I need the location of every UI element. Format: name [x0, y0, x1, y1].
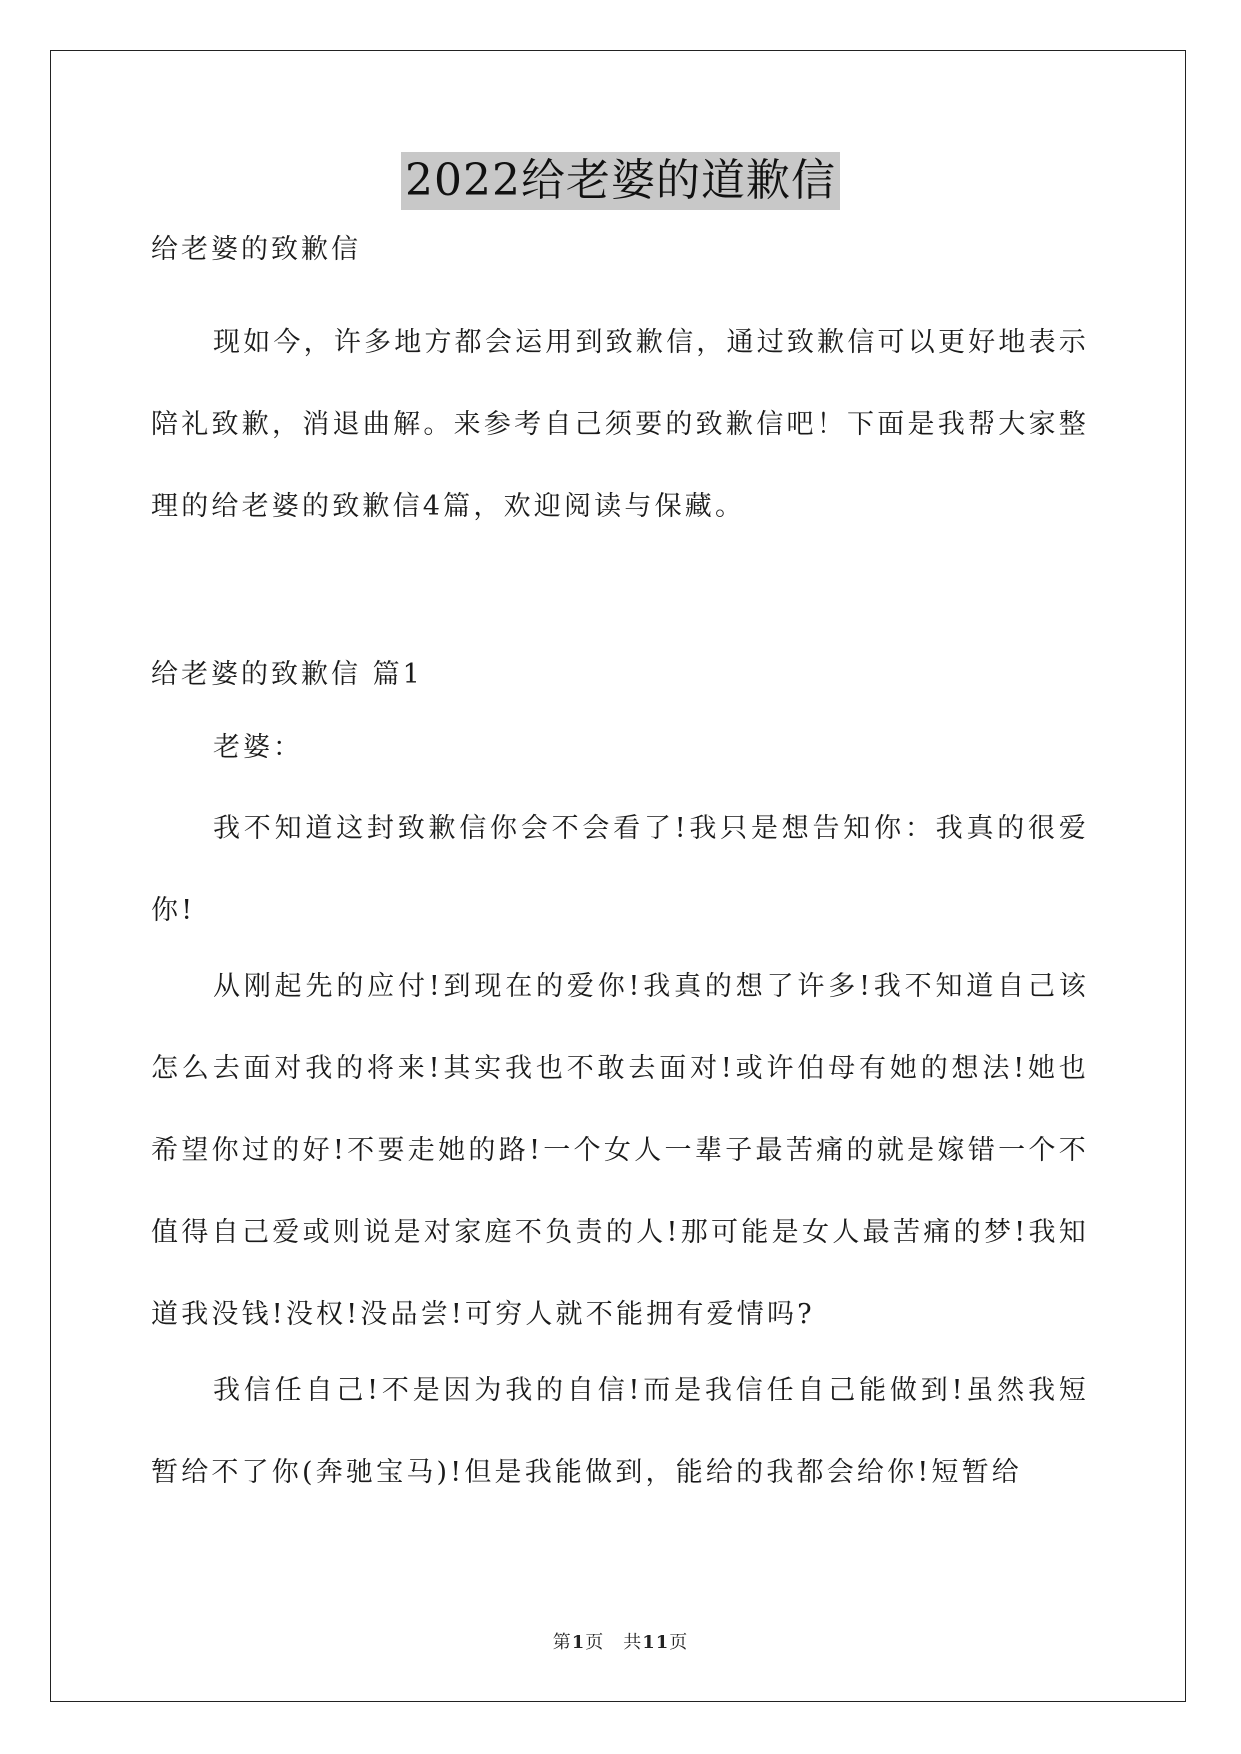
footer-page-suffix: 页 — [669, 1632, 689, 1653]
document-body — [151, 231, 1089, 1514]
footer-page-prefix: 第 — [552, 1632, 572, 1653]
title-container — [0, 152, 1241, 210]
footer-page-total: 11 — [642, 1632, 670, 1653]
intro-paragraph: 现如今，许多地方都会运用到致歉信，通过致歉信可以更好地表示陪礼致歉，消退曲解。来参考自己须要的致歉信吧！下面是我帮大家整理的给老婆的致歉信4篇，欢迎阅读与保藏。 — [151, 327, 1089, 522]
footer-page-mid: 页 共 — [585, 1632, 643, 1653]
body-paragraph-1: 我不知道这封致歉信你会不会看了!我只是想告知你：我真的很爱你! — [151, 813, 1089, 926]
body-paragraph-3: 我信任自己!不是因为我的自信!而是我信任自己能做到!虽然我短暂给不了你(奔驰宝马)!但是我能做到，能给的我都会给你!短暂给 — [151, 1375, 1089, 1488]
footer-page-current: 1 — [571, 1632, 586, 1653]
document-title: 2022给老婆的道歉信 — [401, 152, 840, 210]
section-heading: 给老婆的致歉信 篇1 — [151, 659, 423, 690]
salutation: 老婆： — [213, 732, 303, 763]
page-footer — [0, 1628, 1241, 1654]
body-paragraph-2: 从刚起先的应付!到现在的爱你!我真的想了许多!我不知道自己该怎么去面对我的将来!其实我也不敢去面对!或许伯母有她的想法!她也希望你过的好!不要走她的路!一个女人一辈子最苦痛的就是嫁错一个不值得自己爱或则说是对家庭不负责的人!那可能是女人最苦痛的梦!我知道我没钱!没权!没品尝!可穷人就不能拥有爱情吗? — [151, 971, 1089, 1330]
subtitle: 给老婆的致歉信 — [151, 234, 361, 265]
